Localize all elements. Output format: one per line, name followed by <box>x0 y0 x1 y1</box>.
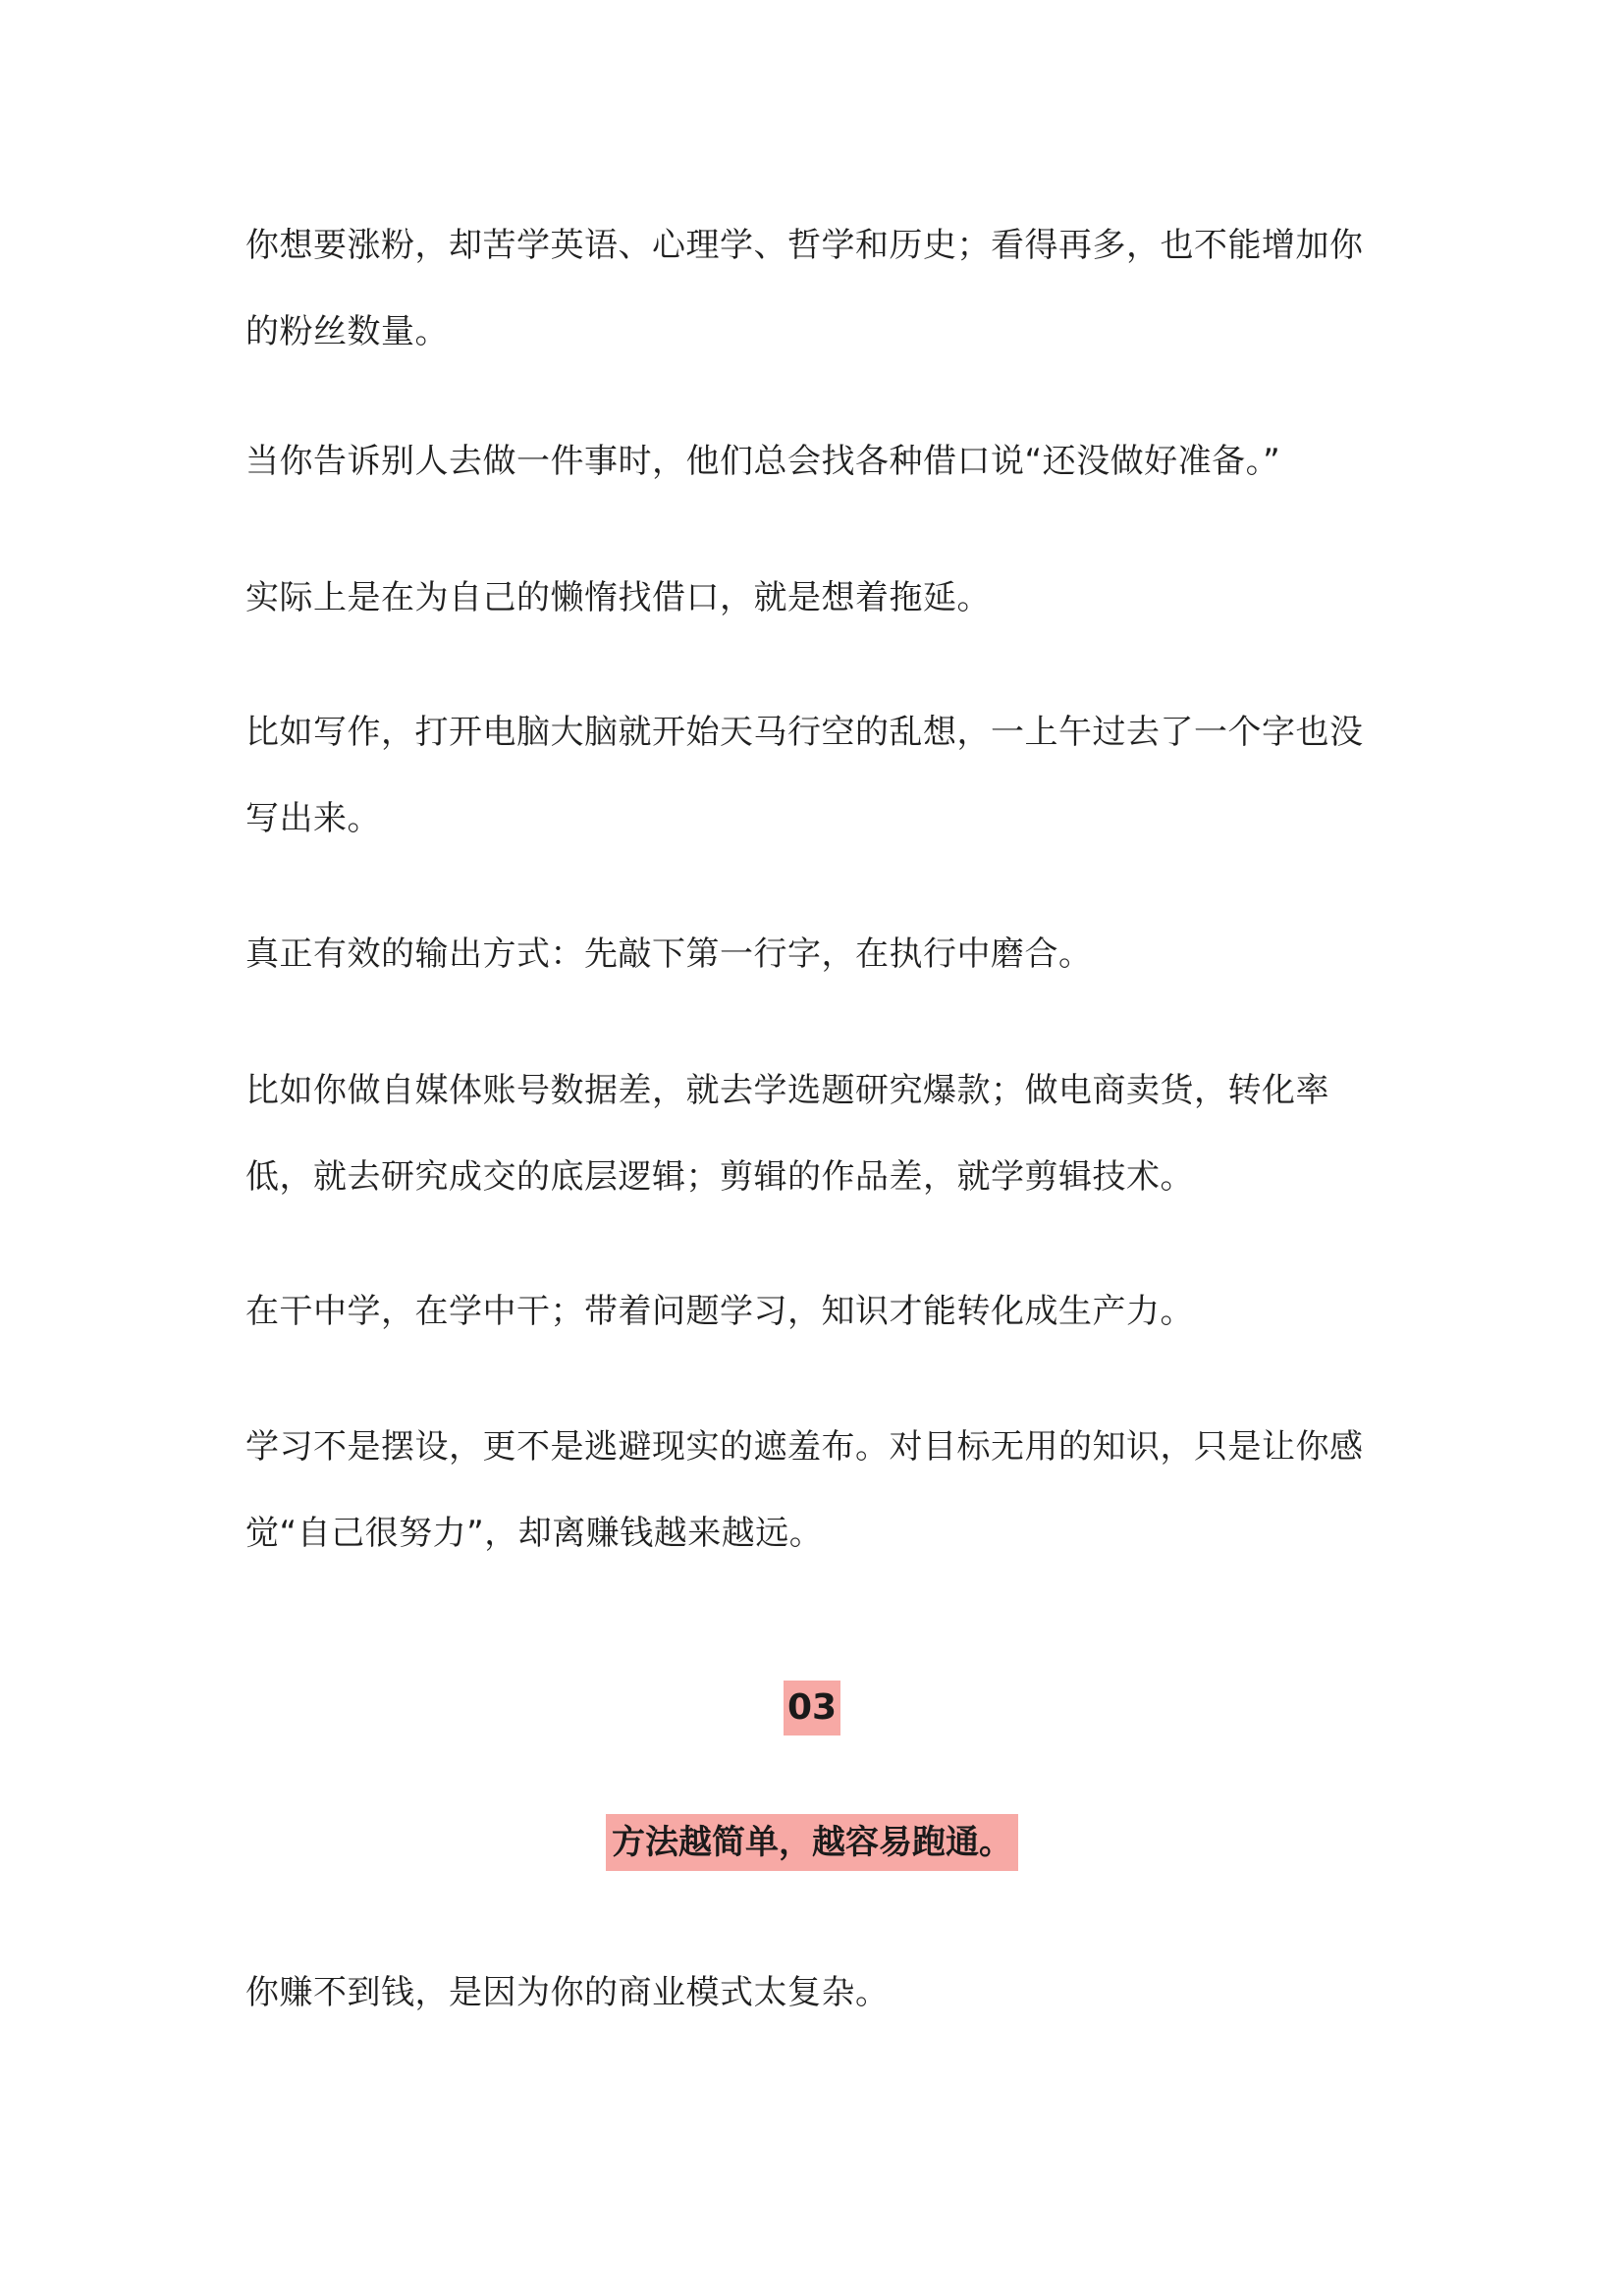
paragraph-5: 真正有效的输出方式：先敲下第一行字，在执行中磨合。 <box>245 934 1093 974</box>
paragraph-4: 比如写作，打开电脑大脑就开始天马行空的乱想，一上午过去了一个字也没写出来。 <box>245 713 1364 838</box>
paragraph-9: 你赚不到钱，是因为你的商业模式太复杂。 <box>245 1973 890 2012</box>
paragraph-6: 比如你做自媒体账号数据差，就去学选题研究爆款；做电商卖货，转化率低，就去研究成交的底层逻辑；剪辑的作品差，就学剪辑技术。 <box>245 1071 1329 1197</box>
paragraph-7: 在干中学，在学中干；带着问题学习，知识才能转化成生产力。 <box>245 1292 1194 1331</box>
paragraph-8: 学习不是摆设，更不是逃避现实的遮羞布。对目标无用的知识，只是让你感觉“自己很努力”，却离赚钱越来越远。 <box>245 1427 1364 1553</box>
paragraph-3: 实际上是在为自己的懒惰找借口，就是想着拖延。 <box>245 578 991 617</box>
section-heading <box>0 1814 1624 1871</box>
section-number-label: 03 <box>784 1681 840 1735</box>
paragraph-2: 当你告诉别人去做一件事时，他们总会找各种借口说“还没做好准备。” <box>245 442 1281 481</box>
paragraph-1: 你想要涨粉，却苦学英语、心理学、哲学和历史；看得再多，也不能增加你的粉丝数量。 <box>245 226 1364 351</box>
section-heading-label: 方法越简单，越容易跑通。 <box>606 1814 1018 1871</box>
section-number <box>0 1681 1624 1735</box>
